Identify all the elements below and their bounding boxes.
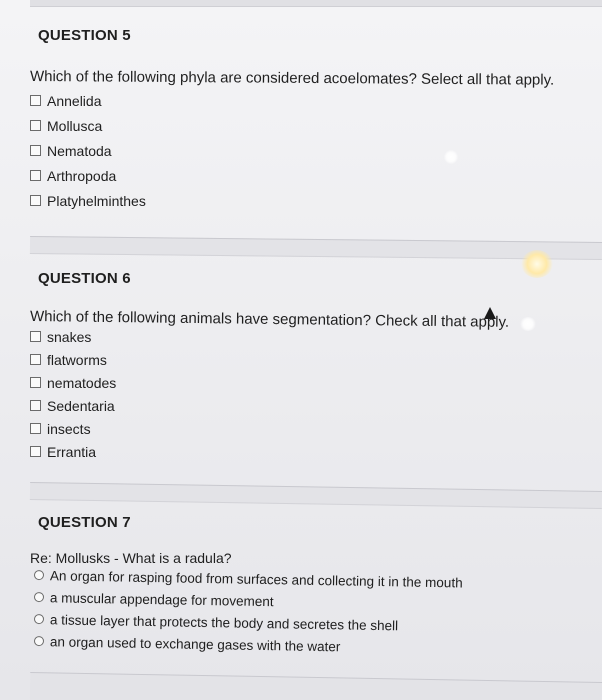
option-label: Annelida bbox=[47, 92, 102, 109]
light-glare bbox=[444, 150, 458, 164]
checkbox-platyhelminthes[interactable] bbox=[30, 195, 41, 206]
light-glare bbox=[521, 250, 553, 278]
option-arthropoda[interactable] bbox=[30, 163, 146, 188]
radio-muscular-appendage[interactable] bbox=[34, 592, 44, 602]
question-5-options bbox=[30, 88, 146, 213]
option-label: flatworms bbox=[47, 351, 107, 368]
option-sedentaria[interactable] bbox=[30, 394, 116, 417]
section-divider bbox=[30, 236, 602, 260]
top-divider bbox=[30, 0, 602, 7]
question-7-text: Re: Mollusks - What is a radula? bbox=[30, 550, 232, 566]
checkbox-arthropoda[interactable] bbox=[30, 170, 41, 181]
checkbox-mollusca[interactable] bbox=[30, 120, 41, 131]
option-label: Nematoda bbox=[47, 142, 112, 159]
question-5-header: QUESTION 5 bbox=[38, 27, 131, 44]
option-label: an organ used to exchange gases with the water bbox=[49, 633, 341, 654]
question-6-options bbox=[30, 325, 116, 463]
radio-tissue-layer[interactable] bbox=[34, 614, 44, 624]
question-6-text: Which of the following animals have segmentation? Check all that apply. bbox=[29, 308, 510, 331]
option-flatworms[interactable] bbox=[30, 348, 116, 371]
checkbox-errantia[interactable] bbox=[30, 446, 41, 457]
option-label: Arthropoda bbox=[47, 167, 117, 184]
checkbox-snakes[interactable] bbox=[30, 331, 41, 342]
option-label: Errantia bbox=[47, 443, 97, 460]
option-insects[interactable] bbox=[30, 417, 116, 440]
checkbox-nematodes[interactable] bbox=[30, 377, 41, 388]
question-6-header: QUESTION 6 bbox=[38, 270, 131, 287]
option-label: a tissue layer that protects the body and secretes the shell bbox=[49, 611, 399, 633]
option-label: Sedentaria bbox=[47, 397, 115, 414]
option-platyhelminthes[interactable] bbox=[30, 188, 146, 213]
radio-gas-exchange-organ[interactable] bbox=[34, 636, 44, 646]
checkbox-sedentaria[interactable] bbox=[30, 400, 41, 411]
option-errantia[interactable] bbox=[30, 440, 116, 463]
option-mollusca[interactable] bbox=[30, 113, 146, 138]
option-snakes[interactable] bbox=[30, 325, 116, 348]
checkbox-insects[interactable] bbox=[30, 423, 41, 434]
section-divider bbox=[30, 482, 602, 509]
checkbox-flatworms[interactable] bbox=[30, 354, 41, 365]
option-label: snakes bbox=[47, 328, 92, 345]
checkbox-annelida[interactable] bbox=[30, 95, 41, 106]
section-divider bbox=[30, 672, 602, 700]
mouse-cursor-icon bbox=[484, 307, 496, 319]
question-7-header: QUESTION 7 bbox=[38, 514, 131, 531]
option-label: a muscular appendage for movement bbox=[49, 589, 274, 609]
option-nematoda[interactable] bbox=[30, 138, 146, 163]
option-label: Mollusca bbox=[47, 117, 103, 134]
option-label: Platyhelminthes bbox=[47, 192, 146, 209]
question-5-text: Which of the following phyla are considered acoelomates? Select all that apply. bbox=[29, 68, 555, 89]
option-annelida[interactable] bbox=[30, 88, 146, 113]
question-7-options bbox=[34, 564, 463, 652]
radio-rasping-organ[interactable] bbox=[34, 570, 44, 580]
option-label: insects bbox=[47, 420, 91, 437]
checkbox-nematoda[interactable] bbox=[30, 145, 41, 156]
light-glare bbox=[520, 317, 536, 331]
option-nematodes[interactable] bbox=[30, 371, 116, 394]
option-label: An organ for rasping food from surfaces and collecting it in the mouth bbox=[49, 567, 463, 590]
option-label: nematodes bbox=[47, 374, 117, 391]
